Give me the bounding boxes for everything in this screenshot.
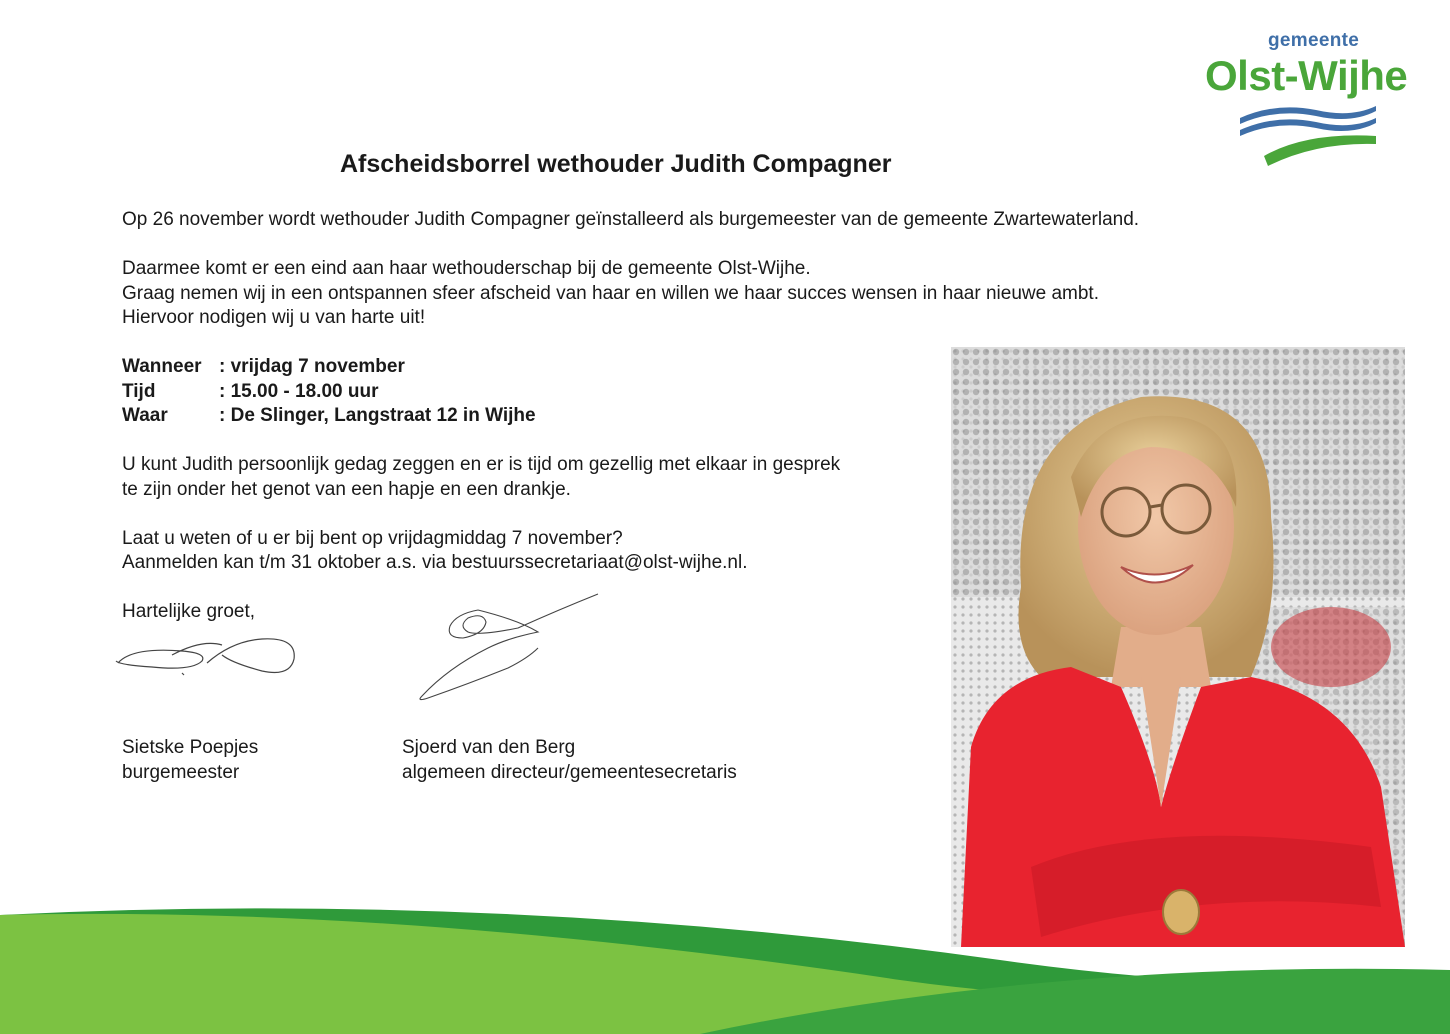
signer-role: algemeen directeur/gemeentesecretaris — [402, 761, 737, 783]
portrait-photo — [951, 347, 1405, 947]
greeting: Hartelijke groet, — [122, 601, 256, 622]
signature-sjoerd-van-den-berg — [408, 588, 608, 708]
detail-label: Waar — [122, 405, 168, 426]
intro-paragraph: Op 26 november wordt wethouder Judith Compagner geïnstalleerd als burgemeester van de gemeente Zwartewaterland. — [122, 209, 1140, 230]
text-line: Hiervoor nodigen wij u van harte uit! — [122, 307, 426, 328]
signer-block-secretary — [402, 736, 737, 785]
detail-value: : 15.00 - 18.00 uur — [219, 380, 379, 402]
logo-text-olst-wijhe: Olst-Wijhe — [1205, 52, 1408, 99]
portrait-illustration — [951, 347, 1405, 947]
text-line: te zijn onder het genot van een hapje en een drankje. — [122, 478, 571, 500]
registration-line: Aanmelden kan t/m 31 oktober a.s. via bestuurssecretariaat@olst-wijhe.nl. — [122, 552, 748, 573]
text-line: U kunt Judith persoonlijk gedag zeggen en er is tijd om gezellig met elkaar in gesprek — [122, 454, 841, 475]
signer-role: burgemeester — [122, 761, 240, 783]
text-line: Daarmee komt er een eind aan haar wethouderschap bij de gemeente Olst-Wijhe. — [122, 258, 811, 279]
detail-label: Wanneer — [122, 356, 202, 377]
detail-label: Tijd — [122, 380, 156, 402]
text-line: Laat u weten of u er bij bent op vrijdagmiddag 7 november? — [122, 527, 623, 549]
logo-waves-icon — [1236, 96, 1381, 168]
footer-green-waves — [0, 900, 1450, 1034]
signer-block-mayor — [122, 736, 258, 785]
detail-value: : De Slinger, Langstraat 12 in Wijhe — [219, 405, 536, 426]
page-title: Afscheidsborrel wethouder Judith Compagner — [340, 150, 892, 178]
logo-text-gemeente: gemeente — [1268, 30, 1360, 51]
text-line: Graag nemen wij in een ontspannen sfeer afscheid van haar en willen we haar succes wensen in haar nieuwe ambt. — [122, 282, 1099, 304]
gemeente-olst-wijhe-logo — [1198, 28, 1428, 168]
detail-value: : vrijdag 7 november — [219, 356, 405, 377]
signature-sietske-poepjes — [112, 625, 312, 685]
signer-name: Sjoerd van den Berg — [402, 737, 576, 758]
signer-name: Sietske Poepjes — [122, 737, 259, 758]
